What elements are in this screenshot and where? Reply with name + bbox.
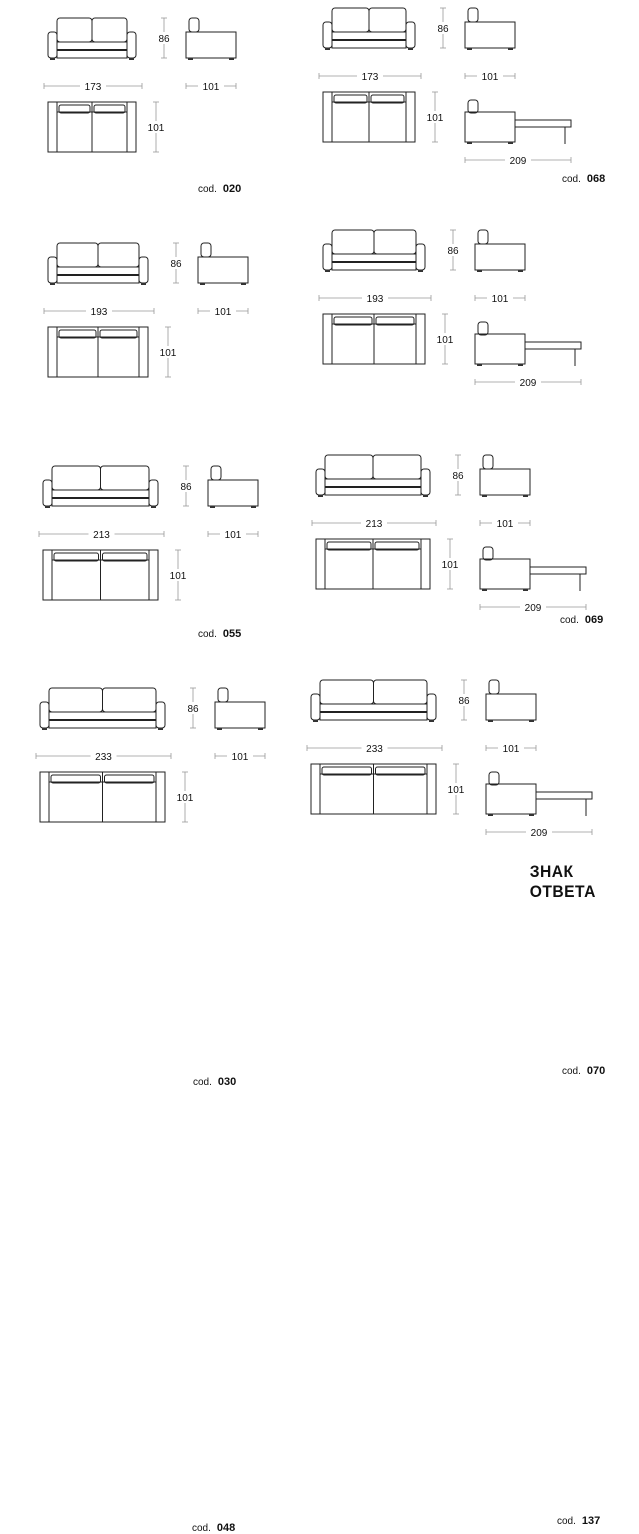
base (332, 262, 416, 270)
foot-left (313, 720, 318, 722)
side-back-cushion (218, 688, 228, 702)
side-body (186, 32, 236, 58)
left-arm (43, 480, 52, 506)
side-view (186, 18, 236, 60)
back-cushion-left (57, 18, 92, 42)
sleeper-foot-right (523, 589, 528, 591)
sofa-drawing (315, 222, 615, 437)
right-arm (149, 480, 158, 506)
side-view (475, 230, 525, 272)
sofa-block-020 (40, 10, 340, 225)
base (57, 275, 139, 283)
width-dim-label: 193 (90, 307, 108, 318)
plan-depth-dim-label: 101 (159, 348, 177, 359)
code-prefix: cod. (562, 174, 581, 185)
sleeper-body (486, 784, 536, 814)
sleeper-body (475, 334, 525, 364)
foot-right (158, 728, 163, 730)
side-foot-left (482, 495, 487, 497)
sleeper-foot-right (518, 364, 523, 366)
code-prefix: cod. (562, 1066, 581, 1077)
model-code (562, 173, 605, 185)
side-foot-left (217, 728, 222, 730)
sleeper-foot-right (508, 142, 513, 144)
front-view (48, 18, 136, 60)
side-foot-left (188, 58, 193, 60)
left-arm (316, 469, 325, 495)
code-prefix: cod. (193, 1077, 212, 1088)
back-cushion-right (374, 230, 416, 254)
depth-dim-label: 101 (231, 752, 249, 763)
width-dim-label: 233 (95, 752, 112, 763)
code-prefix: cod. (198, 629, 217, 640)
height-dim-label: 86 (187, 704, 199, 715)
sleeper-foot-left (488, 814, 493, 816)
back-cushion-left (57, 243, 98, 267)
code-number: 137 (581, 1515, 601, 1527)
depth-dim-label: 101 (491, 294, 509, 305)
back-cushion-right (369, 8, 406, 32)
height-dim-label: 86 (180, 482, 192, 493)
sleeper-foot-left (467, 142, 472, 144)
sleeper-back-cushion (483, 547, 493, 560)
plan-view (43, 550, 158, 600)
model-code (557, 1515, 600, 1527)
side-view (208, 466, 258, 508)
model-code (192, 1522, 235, 1534)
plan-view (311, 764, 436, 814)
width-dim-label: 193 (366, 294, 384, 305)
seat (57, 267, 139, 275)
foot-right (418, 270, 423, 272)
front-view (43, 466, 158, 508)
sleeper-view (486, 772, 592, 816)
side-body (198, 257, 248, 283)
seat (49, 712, 156, 720)
plan-view (48, 102, 136, 152)
sleeper-foot-right (529, 814, 534, 816)
left-arm (48, 257, 57, 283)
height-dim-label: 86 (452, 471, 464, 482)
width-dim-label: 213 (365, 519, 383, 530)
sleeper-depth-dim-label: 209 (519, 378, 537, 389)
foot-right (429, 720, 434, 722)
right-arm (156, 702, 165, 728)
seat (332, 32, 406, 40)
side-body (480, 469, 530, 495)
right-arm (139, 257, 148, 283)
width-dim-label: 213 (93, 530, 110, 541)
side-view (486, 680, 536, 722)
sleeper-body (480, 559, 530, 589)
seat (320, 704, 427, 712)
front-view (323, 8, 415, 50)
back-cushion-left (325, 455, 373, 479)
height-dim-label: 86 (447, 246, 459, 257)
side-back-cushion (468, 8, 478, 22)
plan-depth-dim-label: 101 (447, 785, 465, 796)
sleeper-body (465, 112, 515, 142)
back-cushion-left (52, 466, 101, 490)
back-cushion-left (332, 230, 374, 254)
side-foot-right (258, 728, 263, 730)
side-back-cushion (489, 680, 499, 694)
sleeper-view (465, 100, 571, 144)
right-arm (127, 32, 136, 58)
base (332, 40, 406, 48)
sofa-drawing (308, 447, 608, 662)
side-foot-left (467, 48, 472, 50)
sleeper-foot-left (482, 589, 487, 591)
back-cushion-right (374, 680, 428, 704)
foot-left (45, 506, 50, 508)
plan-view (316, 539, 430, 589)
code-number: 048 (216, 1522, 236, 1534)
sofa-drawing (303, 672, 603, 887)
depth-dim-label: 101 (496, 519, 514, 530)
side-foot-right (523, 495, 528, 497)
left-arm (323, 244, 332, 270)
side-body (486, 694, 536, 720)
width-dim-label: 173 (361, 72, 379, 83)
side-body (208, 480, 258, 506)
left-arm (48, 32, 57, 58)
foot-left (318, 495, 323, 497)
code-number: 068 (586, 173, 606, 185)
side-back-cushion (189, 18, 199, 32)
sleeper-mattress (515, 120, 571, 127)
back-cushion-right (103, 688, 157, 712)
side-back-cushion (483, 455, 493, 469)
height-dim-label: 86 (158, 34, 170, 45)
side-foot-right (251, 506, 256, 508)
base (49, 720, 156, 728)
base (325, 487, 421, 495)
code-number: 020 (222, 183, 242, 195)
front-view (40, 688, 165, 730)
sleeper-depth-dim-label: 209 (524, 603, 542, 614)
right-arm (427, 694, 436, 720)
plan-depth-dim-label: 101 (176, 793, 194, 804)
side-body (215, 702, 265, 728)
foot-right (151, 506, 156, 508)
sofa-block-068 (315, 0, 615, 215)
base (52, 498, 149, 506)
plan-depth-dim-label: 101 (169, 571, 187, 582)
seat (57, 42, 127, 50)
side-foot-right (241, 283, 246, 285)
sleeper-mattress (525, 342, 581, 349)
width-dim-label: 233 (366, 744, 383, 755)
foot-right (141, 283, 146, 285)
side-foot-left (210, 506, 215, 508)
foot-right (408, 48, 413, 50)
right-arm (421, 469, 430, 495)
plan-view (323, 314, 425, 364)
back-cushion-left (49, 688, 103, 712)
code-number: 030 (217, 1076, 237, 1088)
back-cushion-right (92, 18, 127, 42)
side-view (465, 8, 515, 50)
foot-left (325, 48, 330, 50)
sleeper-back-cushion (489, 772, 499, 785)
side-foot-right (518, 270, 523, 272)
foot-left (42, 728, 47, 730)
back-cushion-left (332, 8, 369, 32)
foot-right (423, 495, 428, 497)
sleeper-depth-dim-label: 209 (509, 156, 527, 167)
left-arm (40, 702, 49, 728)
height-dim-label: 86 (170, 259, 182, 270)
side-foot-right (229, 58, 234, 60)
side-back-cushion (478, 230, 488, 244)
side-body (465, 22, 515, 48)
model-code (562, 1065, 605, 1077)
sofa-drawing (40, 10, 340, 225)
left-arm (323, 22, 332, 48)
model-code (198, 183, 241, 195)
sofa-drawing (32, 680, 332, 895)
code-number: 069 (584, 614, 604, 626)
depth-dim-label: 101 (502, 744, 520, 755)
width-dim-label: 173 (84, 82, 102, 93)
base (57, 50, 127, 58)
foot-right (129, 58, 134, 60)
plan-depth-dim-label: 101 (436, 335, 454, 346)
left-arm (311, 694, 320, 720)
depth-dim-label: 101 (202, 82, 220, 93)
depth-dim-label: 101 (481, 72, 499, 83)
foot-left (325, 270, 330, 272)
sleeper-view (475, 322, 581, 366)
side-body (475, 244, 525, 270)
code-number: 070 (586, 1065, 606, 1077)
height-dim-label: 86 (458, 696, 470, 707)
depth-dim-label: 101 (214, 307, 232, 318)
side-view (480, 455, 530, 497)
plan-view (40, 772, 165, 822)
plan-depth-dim-label: 101 (426, 113, 444, 124)
code-prefix: cod. (557, 1516, 576, 1527)
back-cushion-right (101, 466, 150, 490)
side-back-cushion (201, 243, 211, 257)
front-view (316, 455, 430, 497)
watermark: ЗНАК ОТВЕТА (527, 862, 630, 902)
sofa-drawing (40, 235, 340, 450)
code-number: 055 (222, 628, 242, 640)
foot-left (50, 58, 55, 60)
side-foot-left (477, 270, 482, 272)
sleeper-back-cushion (478, 322, 488, 335)
back-cushion-left (320, 680, 374, 704)
plan-view (323, 92, 415, 142)
code-prefix: cod. (560, 615, 579, 626)
right-arm (406, 22, 415, 48)
sofa-drawing (35, 458, 335, 673)
sleeper-depth-dim-label: 209 (530, 828, 548, 839)
front-view (323, 230, 425, 272)
foot-left (50, 283, 55, 285)
back-cushion-right (373, 455, 421, 479)
sleeper-mattress (536, 792, 592, 799)
side-foot-left (200, 283, 205, 285)
back-cushion-right (98, 243, 139, 267)
height-dim-label: 86 (437, 24, 449, 35)
side-foot-right (508, 48, 513, 50)
side-foot-left (488, 720, 493, 722)
side-view (198, 243, 248, 285)
side-view (215, 688, 265, 730)
sleeper-foot-left (477, 364, 482, 366)
front-view (311, 680, 436, 722)
depth-dim-label: 101 (224, 530, 242, 541)
right-arm (416, 244, 425, 270)
sleeper-mattress (530, 567, 586, 574)
side-foot-right (529, 720, 534, 722)
front-view (48, 243, 148, 285)
plan-view (48, 327, 148, 377)
base (320, 712, 427, 720)
sleeper-view (480, 547, 586, 591)
plan-depth-dim-label: 101 (441, 560, 459, 571)
plan-depth-dim-label: 101 (147, 123, 165, 134)
side-back-cushion (211, 466, 221, 480)
seat (52, 490, 149, 498)
seat (332, 254, 416, 262)
seat (325, 479, 421, 487)
sleeper-back-cushion (468, 100, 478, 113)
code-prefix: cod. (192, 1523, 211, 1534)
code-prefix: cod. (198, 184, 217, 195)
model-code (193, 1076, 236, 1088)
